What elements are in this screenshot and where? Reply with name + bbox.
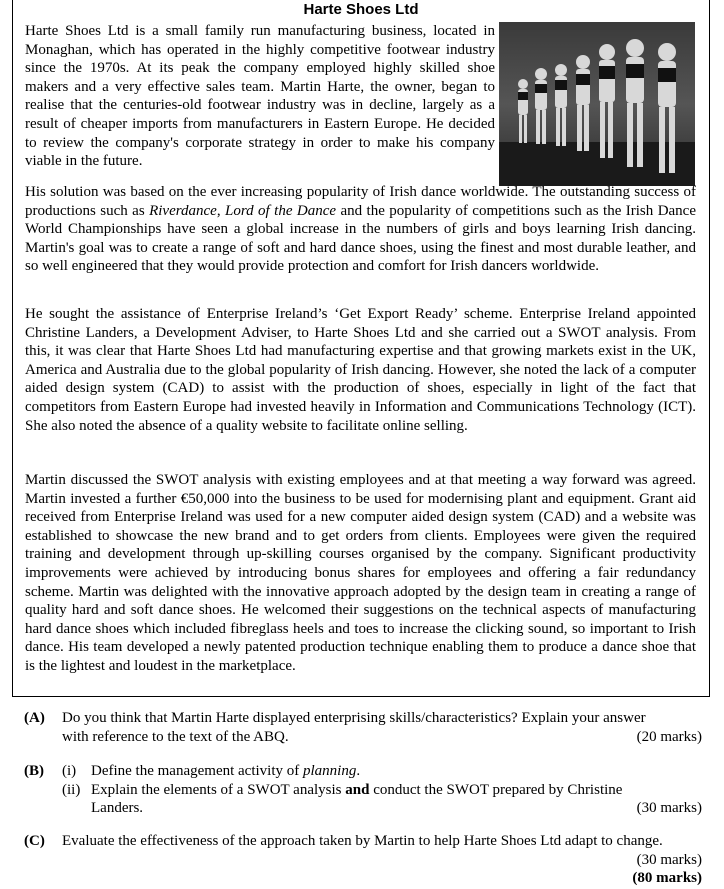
production-lord-of-the-dance: Lord of the Dance <box>225 202 337 219</box>
question-b-ii-text-a: Explain the elements of a SWOT analysis <box>91 781 346 798</box>
question-b-i-number: (i) <box>62 763 77 779</box>
paragraph-solution-a: His solution was based on the ever increasing popularity of Irish dance worldwide. The outstanding success of productions such as <box>25 184 696 219</box>
question-b-ii-number: (ii) <box>62 781 81 798</box>
question-b-i-text-a: Define the management activity of <box>91 763 303 779</box>
paragraph-solution-c: and the popularity of competitions such as the Irish Dance World Championships have seen a global increase in the numbers of girls and boys learning Irish dancing. Martin's goal was to create a range of soft and hard dance shoes, using the finest and most durable leather, and so well engineered that they would provide protection and comfort for Irish dancers worldwide. <box>25 202 696 275</box>
question-b-ii-bold: and <box>345 781 370 798</box>
abq-text-box <box>12 0 710 697</box>
question-c-label: (C) <box>24 833 45 849</box>
question-b-i-end: . <box>356 763 361 779</box>
document-title: Harte Shoes Ltd <box>303 1 419 18</box>
question-c-marks: (30 marks) <box>636 851 702 868</box>
question-a-marks: (20 marks) <box>636 728 702 745</box>
paragraph-solution <box>25 183 696 276</box>
question-total-marks: (80 marks) <box>632 870 702 886</box>
question-b-marks: (30 marks) <box>636 800 702 816</box>
paragraph-changes: Martin discussed the SWOT analysis with existing employees and at that meeting a way forward was agreed. Martin invested a further €50,000 into the business to be used for modernising plant and equipment. Grant aid received from Enterprise Ireland was used for a new computer aided design system (CAD) and a website was established to showcase the new brand and to get orders from clients. Employees were given the required training and development through up-skilling courses organised by the company. Significant productivity improvements were achieved by introducing bonus shares for employees and offering a fair redundancy scheme. Martin was delighted with the innovative approach adopted by the design team in creating a range of quality hard and soft dance shoes. He welcomed their suggestions on the technical aspects of manufacturing hard dance shoes which included fibreglass heels and toes to increase the clicking sound, so important to Irish dance. His team developed a newly patented production technique enabling them to produce a dance shoe that is the lightest and loudest in the marketplace. <box>25 472 696 674</box>
production-riverdance: Riverdance <box>149 202 217 219</box>
paragraph-intro: Harte Shoes Ltd is a small family run manufacturing business, located in Monaghan, which has operated in the highly competitive footwear industry since the 1970s. At its peak the company employed highly skilled shoe makers and a very effective sales team. Martin Harte, the owner, began to realise that the centuries-old footwear industry was in decline, largely as a result of cheaper imports from manufacturers in Eastern Europe. He decided to review the company's corporate strategy in order to make his company viable in the future. <box>25 23 495 170</box>
paragraph-solution-sep: , <box>216 202 226 219</box>
irish-dancers-photo <box>499 22 695 186</box>
question-b-ii-text <box>91 781 701 800</box>
question-b-i-italic: planning <box>303 763 357 779</box>
paragraph-swot: He sought the assistance of Enterprise Ireland’s ‘Get Export Ready’ scheme. Enterprise Ireland appointed Christine Landers, a Development Adviser, to Harte Shoes Ltd and she carried out a SWOT analysis. From this, it was clear that Harte Shoes Ltd had manufacturing expertise and that growing markets exist in the UK, America and Australia due to the global popularity of Irish dancing. However, she noted the lack of a computer aided design system (CAD) to assist with the production of shoes, especially in light of the fact that competitors from Eastern Europe had invested heavily in Information and Communications Technology (ICT). She also noted the absence of a quality website to facilitate online selling. <box>25 306 696 434</box>
question-b-ii-text-b: conduct the SWOT prepared by Christine <box>369 781 623 798</box>
question-a-text-2: with reference to the text of the ABQ. <box>62 728 289 745</box>
question-b-i-text <box>91 762 701 781</box>
question-a-label: (A) <box>24 710 45 726</box>
question-b-ii-text-2: Landers. <box>91 800 144 816</box>
question-b-label: (B) <box>24 763 44 779</box>
question-c-text: Evaluate the effectiveness of the approach taken by Martin to help Harte Shoes Ltd adapt to change. <box>62 833 663 849</box>
question-a-text: Do you think that Martin Harte displayed enterprising skills/characteristics? Explain your answer <box>62 710 646 726</box>
